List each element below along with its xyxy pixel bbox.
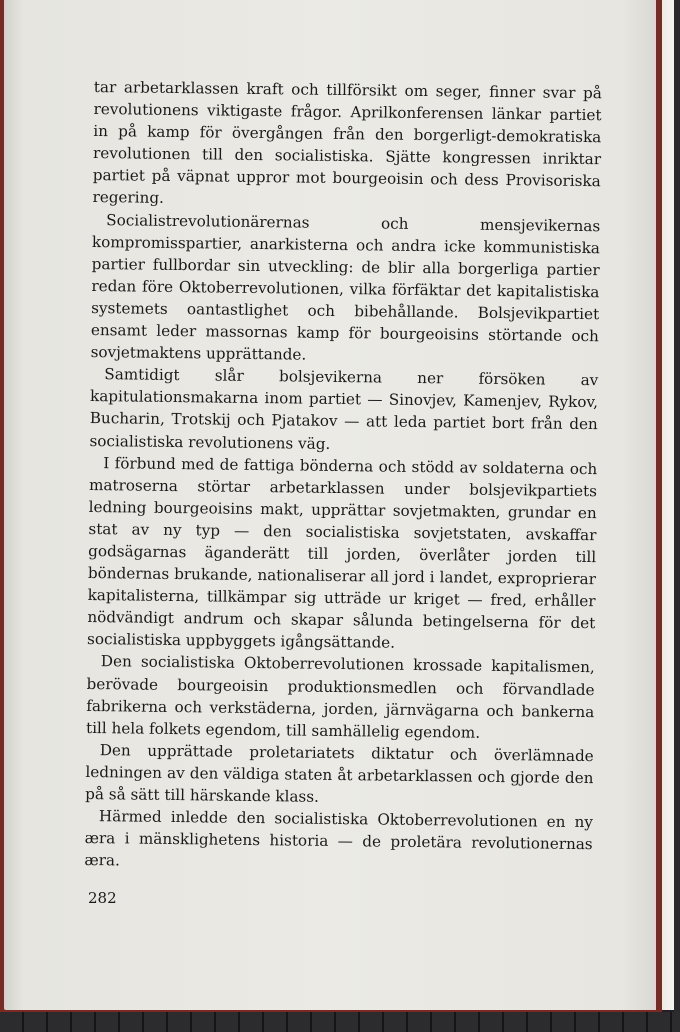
- paragraph-7: Härmed inledde den socialistiska Oktoberrevolutionen en ny æra i mänsklighetens historia — de proletära revolutionernas æra.: [84, 807, 594, 870]
- paragraph-4: I förbund med de fattiga bönderna och stödd av soldaterna och matroserna störtar arbetarklassen under bolsjevikpartiets ledning bourgeoisins makt, upprättar sovjetmakten, grundar en stat av ny typ — den socialistiska sovjetstaten, avskaffar godsägarnas äganderätt till jorden, överlåter jorden till böndernas brukande, nationaliserar all jord i landet, exproprierar kapitalisterna, tillkämpar sig utträde ur kriget — fred, erhåller nödvändigt andrum och skapar sålunda betingelserna för det socialistiska uppbyggets igångsättande.: [87, 453, 598, 653]
- paragraph-1: tar arbetarklassen kraft och tillförsikt om seger, finner svar på revolutionens viktigaste frågor. Aprilkonferensen länkar partiet in på kamp för övergången från den borgerligt-demokratiska revolutionen till den socialistiska. Sjätte kongressen inriktar partiet på väpnat uppror mot bourgeoisin och dess Provisoriska regering.: [92, 77, 602, 208]
- paragraph-3: Samtidigt slår bolsjevikerna ner försöken av kapitulationsmakarna inom partiet — Sinovjev, Kamenjev, Rykov, Bucharin, Trotskij och Pjatakov — att leda partiet bort från den socialistiska revolutionens väg.: [89, 365, 599, 453]
- paragraph-6: Den upprättade proletariatets diktatur och överlämnade ledningen av den väldiga staten åt arbetarklassen och gjorde den på så sätt till härskande klass.: [85, 740, 594, 806]
- page-number: 282: [88, 889, 117, 907]
- scan-border-right: [674, 0, 680, 1032]
- next-page-edge: [662, 0, 674, 1010]
- paragraph-5: Den socialistiska Oktoberrevolutionen krossade kapitalismen, berövade bourgeoisin produktionsmedlen och förvandlade fabrikerna och verkstäderna, jorden, järnvägarna och bankerna till hela folkets egendom, till samhällelig egendom.: [85, 652, 595, 742]
- paragraph-2: Socialistrevolutionärernas och mensjevikernas kompromisspartier, anarkisterna och andra icke kommunistiska partier fullbordar sin utveckling: de blir alla borgerliga partier redan före Oktoberrevolutionen, vilka förfäktar det kapitalistiska systemets oantastlighet och bibehållande. Bolsjevikpartiet ensamt leder massornas kamp för bourgeoisins störtande och sovjetmaktens upprättande.: [90, 210, 601, 364]
- book-page: [4, 0, 656, 1010]
- body-text: [84, 76, 602, 878]
- scanner-bed-strip: [0, 1012, 680, 1032]
